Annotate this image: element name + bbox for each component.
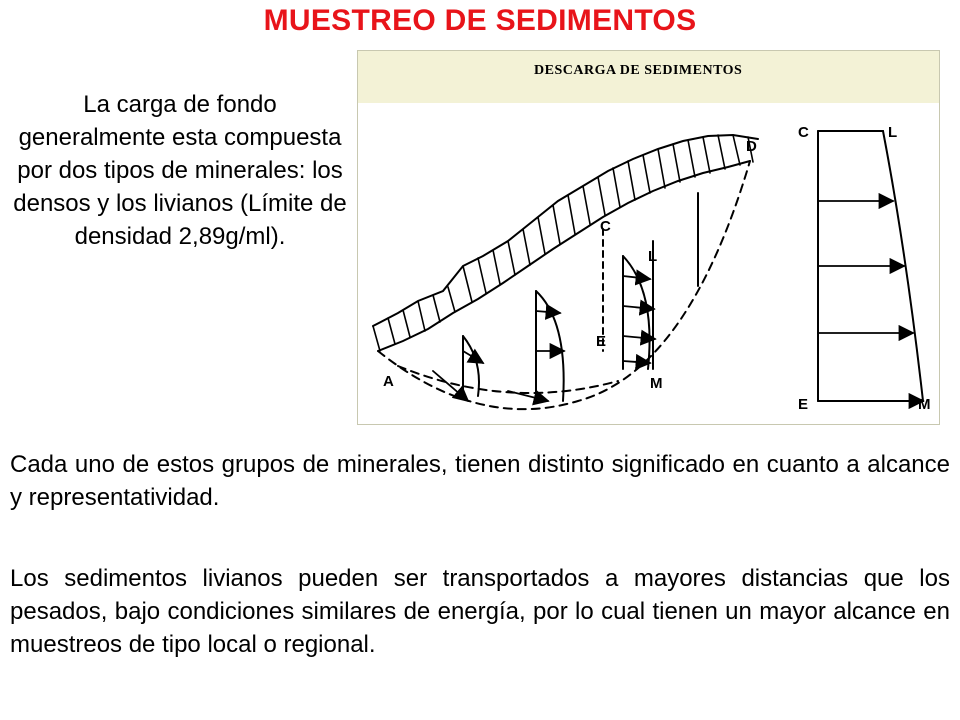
label-a: A: [383, 373, 394, 390]
label-d: D: [746, 138, 757, 155]
label-m-profile: M: [918, 396, 931, 413]
sediment-discharge-figure: [357, 50, 940, 425]
velocity-arrows: [818, 201, 923, 401]
label-e-section: E: [596, 333, 607, 350]
label-l-section: L: [648, 248, 658, 265]
paragraph-mineral-groups: Cada uno de estos grupos de minerales, tienen distinto significado en cuanto a alcance y representatividad.: [10, 451, 950, 511]
bed-load-description: La carga de fondo generalmente esta compuesta por dos tipos de minerales: los densos y los livianos (Límite de densidad 2,89g/ml).: [13, 91, 347, 250]
figure-title: DESCARGA DE SEDIMENTOS: [534, 63, 743, 78]
slide-title: MUESTREO DE SEDIMENTOS: [263, 4, 697, 37]
bed-top-profile: [373, 135, 758, 326]
label-c-profile: C: [798, 124, 809, 141]
label-e-profile: E: [798, 396, 809, 413]
bed-bottom-profile: [378, 161, 750, 351]
label-c-section: C: [600, 218, 611, 235]
label-l-profile: L: [888, 124, 898, 141]
label-m-section: M: [650, 375, 663, 392]
sediment-discharge-diagram: [358, 51, 941, 426]
dashed-inner-curve: [398, 366, 618, 393]
paragraph-light-sediments: Los sedimentos livianos pueden ser transportados a mayores distancias que los pesados, bajo condiciones similares de energía, por lo cual tienen un mayor alcance en muestreos de tipo local o regional.: [10, 565, 950, 658]
